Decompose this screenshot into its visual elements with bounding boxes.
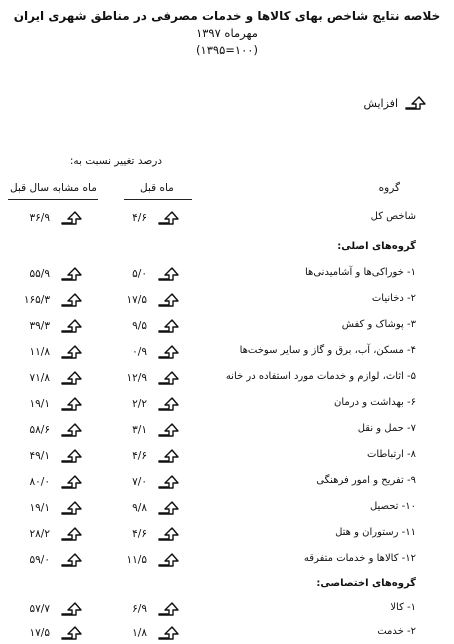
prev-month-value: ۴/۶ [132, 528, 147, 540]
legend [363, 95, 426, 111]
yoy-value: ۵۵/۹ [29, 268, 50, 280]
table-row [0, 319, 454, 337]
report-base-year: (۱۰۰=۱۳۹۵) [196, 43, 258, 57]
prev-month-value: ۴/۶ [132, 212, 147, 224]
section-row [0, 241, 454, 259]
prev-month-value: ۱۱/۵ [126, 554, 147, 566]
row-label: ۳- پوشاک و کفش [341, 319, 416, 330]
row-label: ۱- کالا [390, 602, 416, 613]
prev-month-value: ۳/۱ [132, 424, 147, 436]
prev-month-value: ۵/۰ [132, 268, 147, 280]
prev-month-value: ۷/۰ [132, 476, 147, 488]
increase-arrow-icon [404, 95, 426, 111]
prev-month-value: ۶/۹ [132, 603, 147, 615]
change-note: درصد تغییر نسبت به: [69, 155, 162, 167]
increase-arrow-icon [157, 318, 179, 334]
yoy-value: ۷۱/۸ [29, 372, 50, 384]
table-row [0, 293, 454, 311]
increase-arrow-icon [157, 292, 179, 308]
increase-arrow-icon [157, 344, 179, 360]
header-underline-prev [124, 199, 192, 200]
row-label: ۲- خدمت [377, 626, 416, 637]
increase-arrow-icon [60, 552, 82, 568]
yoy-value: ۱۹/۱ [29, 502, 50, 514]
increase-arrow-icon [157, 422, 179, 438]
yoy-value: ۵۸/۶ [29, 424, 50, 436]
table-row [0, 449, 454, 467]
table-row [0, 475, 454, 493]
row-label: ۷- حمل و نقل [357, 423, 416, 434]
prev-month-value: ۲/۲ [132, 398, 147, 410]
increase-arrow-icon [60, 500, 82, 516]
row-label: ۹- تفریح و امور فرهنگی [316, 475, 416, 486]
increase-arrow-icon [60, 625, 82, 641]
row-label: گروه‌های اختصاصی: [316, 578, 416, 589]
increase-arrow-icon [157, 448, 179, 464]
prev-month-value: ۴/۶ [132, 450, 147, 462]
yoy-value: ۳۹/۳ [29, 320, 50, 332]
yoy-value: ۱۹/۱ [29, 398, 50, 410]
increase-arrow-icon [60, 396, 82, 412]
yoy-value: ۵۷/۷ [29, 603, 50, 615]
prev-month-value: ۱۷/۵ [126, 294, 147, 306]
increase-arrow-icon [157, 266, 179, 282]
prev-month-value: ۹/۵ [132, 320, 147, 332]
increase-arrow-icon [60, 422, 82, 438]
row-label: ۱۲- کالاها و خدمات متفرقه [303, 553, 416, 564]
row-label: ۲- دخانیات [371, 293, 416, 304]
increase-arrow-icon [60, 370, 82, 386]
yoy-value: ۱۱/۸ [29, 346, 50, 358]
increase-arrow-icon [157, 526, 179, 542]
increase-arrow-icon [157, 474, 179, 490]
prev-month-value: ۹/۸ [132, 502, 147, 514]
increase-arrow-icon [60, 601, 82, 617]
yoy-value: ۸۰/۰ [29, 476, 50, 488]
section-row [0, 578, 454, 596]
table-row [0, 602, 454, 620]
yoy-value: ۱۷/۵ [29, 627, 50, 639]
yoy-value: ۲۸/۲ [29, 528, 50, 540]
row-label: ۶- بهداشت و درمان [334, 397, 416, 408]
report-title: خلاصه نتایج شاخص بهای کالاها و خدمات مصرفی در مناطق شهری ایران [13, 9, 441, 23]
row-label: ۴- مسکن، آب، برق و گاز و سایر سوخت‌ها [239, 345, 416, 356]
table-row [0, 501, 454, 519]
table-row [0, 423, 454, 441]
increase-arrow-icon [60, 448, 82, 464]
yoy-value: ۳۶/۹ [29, 212, 50, 224]
table-row [0, 626, 454, 644]
increase-arrow-icon [157, 552, 179, 568]
increase-arrow-icon [157, 396, 179, 412]
row-label: ۱- خوراکی‌ها و آشامیدنی‌ها [305, 267, 416, 278]
table-row [0, 345, 454, 363]
table-row [0, 553, 454, 571]
increase-arrow-icon [157, 625, 179, 641]
table-row [0, 267, 454, 285]
prev-month-value: ۱/۸ [132, 627, 147, 639]
header-same-month-last-year: ماه مشابه سال قبل [10, 182, 97, 194]
increase-arrow-icon [157, 500, 179, 516]
increase-arrow-icon [60, 292, 82, 308]
header-underline-yoy [8, 199, 98, 200]
table-row [0, 397, 454, 415]
row-label: ۱۰- تحصیل [369, 501, 416, 512]
header-group: گروه [378, 182, 400, 194]
prev-month-value: ۰/۹ [132, 346, 147, 358]
increase-arrow-icon [60, 318, 82, 334]
row-label: ۸- ارتباطات [366, 449, 416, 460]
header-prev-month: ماه قبل [140, 182, 174, 194]
row-label: شاخص کل [370, 211, 416, 222]
prev-month-value: ۱۲/۹ [126, 372, 147, 384]
table-row [0, 527, 454, 545]
increase-arrow-icon [157, 601, 179, 617]
increase-arrow-icon [60, 210, 82, 226]
row-label: ۵- اثاث، لوازم و خدمات مورد استفاده در خانه [225, 371, 416, 382]
increase-arrow-icon [60, 474, 82, 490]
yoy-value: ۵۹/۰ [29, 554, 50, 566]
increase-arrow-icon [157, 370, 179, 386]
report-title-block [0, 8, 454, 59]
legend-label: افزایش [363, 96, 398, 110]
yoy-value: ۴۹/۱ [29, 450, 50, 462]
table-row [0, 371, 454, 389]
table-row [0, 211, 454, 229]
row-label: ۱۱- رستوران و هتل [335, 527, 416, 538]
report-month: مهرماه ۱۳۹۷ [196, 26, 258, 40]
increase-arrow-icon [60, 266, 82, 282]
increase-arrow-icon [157, 210, 179, 226]
increase-arrow-icon [60, 344, 82, 360]
yoy-value: ۱۶۵/۳ [23, 294, 50, 306]
increase-arrow-icon [60, 526, 82, 542]
row-label: گروه‌های اصلی: [337, 241, 416, 252]
